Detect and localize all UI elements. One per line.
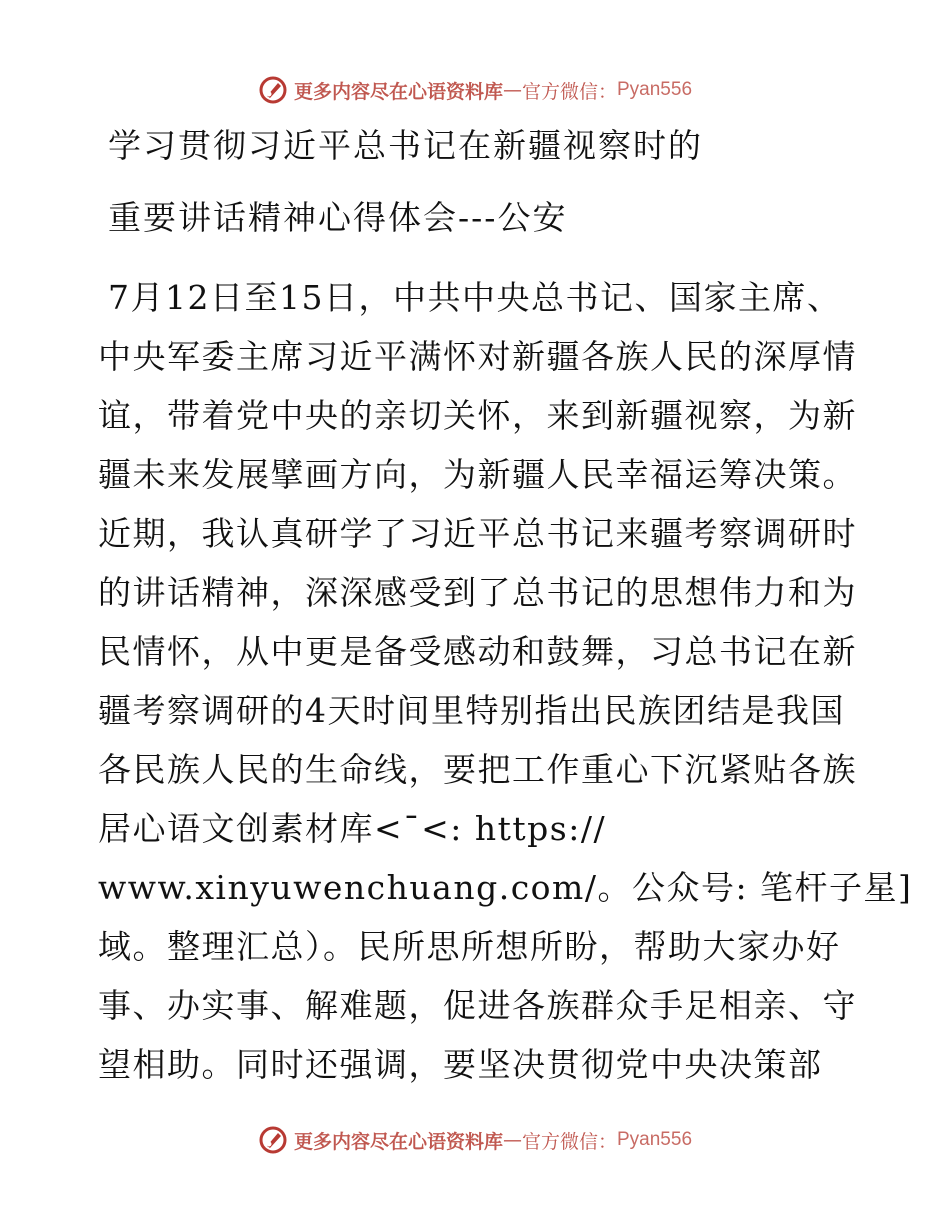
brand-logo-icon	[258, 1125, 288, 1155]
document-body	[98, 273, 913, 1099]
banner-main-text: 更多内容尽在心语资料库	[293, 1130, 503, 1153]
banner-wechat-label: 官方微信：	[521, 1130, 617, 1153]
document-title-line-1: 学习贯彻习近平总书记在新疆视察时的	[108, 126, 703, 165]
body-line: 域。整理汇总）。民所思所想所盼，帮助大家办好	[98, 927, 841, 966]
banner-separator: —	[502, 79, 522, 101]
banner-separator: —	[502, 1129, 522, 1151]
body-line: www.xinyuwenchuang.com/。公众号: 笔杆子星]	[98, 868, 913, 907]
body-line: 的讲话精神，深深感受到了总书记的思想伟力和为	[98, 573, 857, 612]
body-line: 疆考察调研的4天时间里特别指出民族团结是我国	[98, 691, 845, 730]
banner-wechat-id: Pyan556	[617, 79, 693, 100]
body-line: 民情怀，从中更是备受感动和鼓舞，习总书记在新	[98, 632, 857, 671]
document-title-line-2: 重要讲话精神心得体会---公安	[108, 198, 568, 237]
body-line: 各民族人民的生命线，要把工作重心下沉紧贴各族	[98, 750, 857, 789]
banner-wechat-label: 官方微信：	[521, 80, 617, 103]
footer-banner	[0, 1122, 950, 1158]
brand-logo-icon	[258, 75, 288, 105]
body-line: 近期，我认真研学了习近平总书记来疆考察调研时	[98, 514, 857, 553]
header-banner	[0, 72, 950, 108]
body-line: 居心语文创素材库<¯<: https://	[98, 809, 607, 848]
banner-main-text: 更多内容尽在心语资料库	[293, 80, 503, 103]
body-line: 中央军委主席习近平满怀对新疆各族人民的深厚情	[98, 337, 857, 376]
body-line: 7月12日至15日，中共中央总书记、国家主席、	[108, 278, 842, 317]
body-line: 谊，带着党中央的亲切关怀，来到新疆视察，为新	[98, 396, 857, 435]
body-line: 事、办实事、解难题，促进各族群众手足相亲、守	[98, 986, 857, 1025]
banner-wechat-id: Pyan556	[617, 1129, 693, 1150]
body-line: 望相助。同时还强调，要坚决贯彻党中央决策部	[98, 1045, 823, 1084]
body-line: 疆未来发展擘画方向，为新疆人民幸福运筹决策。	[98, 455, 857, 494]
